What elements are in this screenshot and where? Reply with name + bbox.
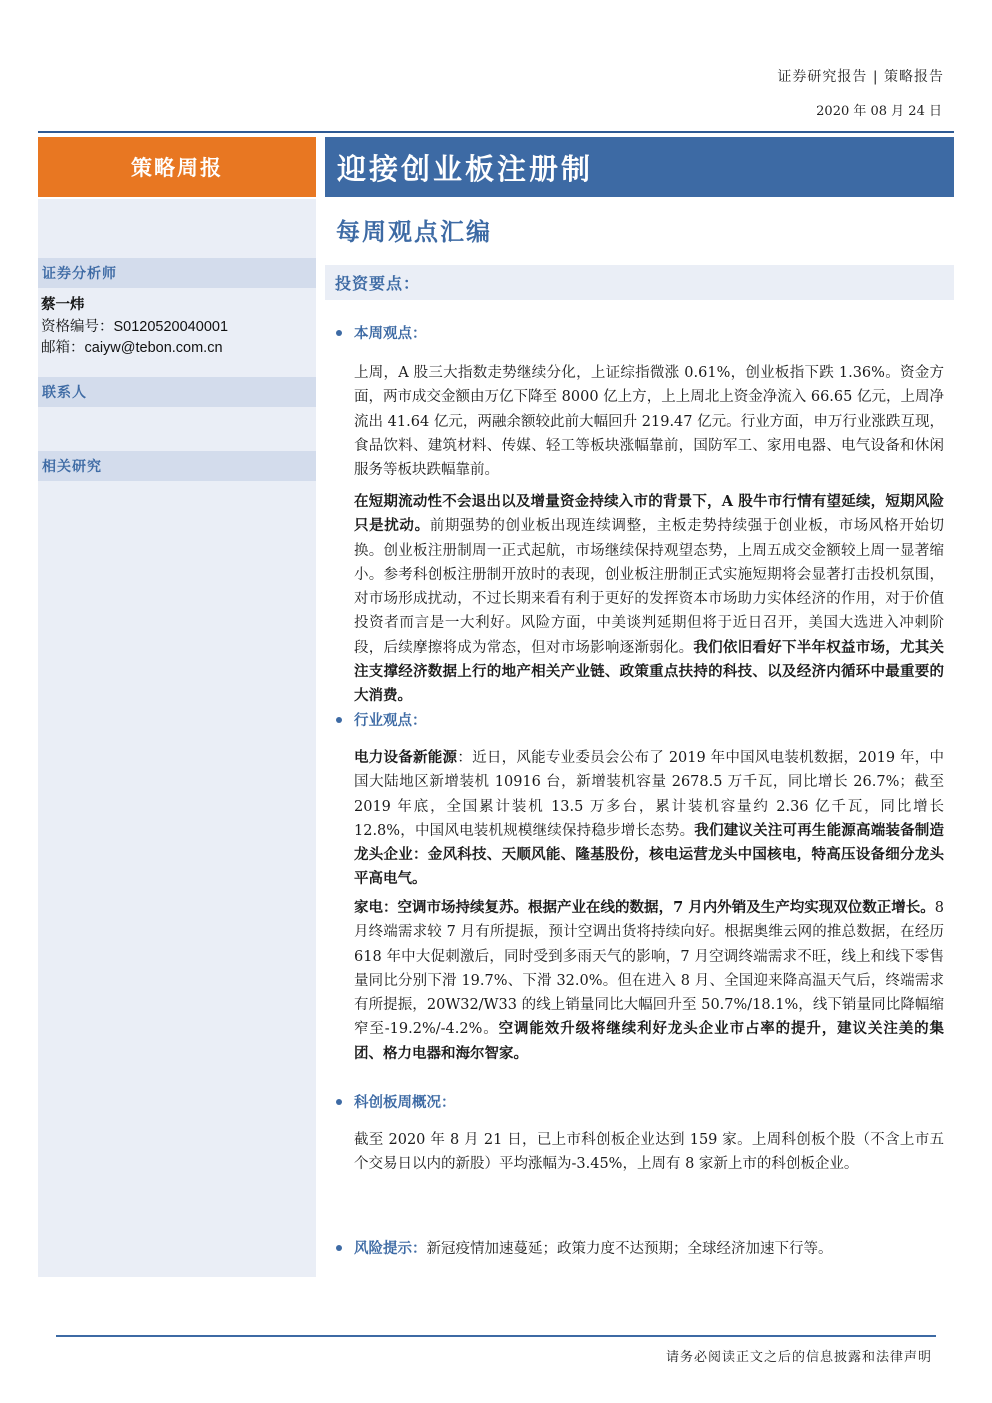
weekly-view-paragraph-2	[354, 490, 944, 709]
contact-heading: 联系人	[38, 377, 316, 407]
weekly-view-label: 本周观点：	[354, 325, 427, 342]
weekly-view-body: 前期强势的创业板出现连续调整，主板走势持续强于创业板，市场风格开始切换。创业板注册制周一正式起航，市场继续保持观望态势，上周五成交金额较上周一显著缩小。参考科创板注册制开放时的表现，创业板注册制正式实施短期将会显著打击投机氛围，对市场形成扰动，不过长期来看有利于更好的发挥资本市场助力实体经济的作用，对于价值投资者而言是一大利好。风险方面，中美谈判延期但将于近日召开，美国大选进入冲刺阶段，后续摩擦将成为常态，但对市场影响逐渐弱化。	[354, 518, 945, 656]
industry-power-recommendation: 我们建议关注可再生能源高端装备制造龙头企业：金风科技、天顺风能、隆基股份，核电运营龙头中国核电，特高压设备细分龙头平高电气。	[354, 821, 945, 888]
star-market-text: 截至 2020 年 8 月 21 日，已上市科创板企业达到 159 家。上周科创板个股（不含上市五个交易日以内的新股）平均涨幅为-3.45%，上周有 8 家新上市的科创板企业。	[354, 1132, 944, 1173]
analyst-email: 邮箱：caiyw@tebon.com.cn	[41, 340, 223, 356]
weekly-view-paragraph-1	[354, 361, 944, 482]
star-market-bullet	[336, 1091, 456, 1112]
industry-appliance-paragraph	[354, 896, 944, 1066]
top-divider	[38, 131, 954, 133]
risk-text: 新冠疫情加速蔓延；政策力度不达预期；全球经济加速下行等。	[426, 1241, 833, 1257]
analyst-name: 蔡一炜	[41, 296, 85, 313]
industry-power-paragraph	[354, 746, 944, 892]
analyst-license: 资格编号：S0120520040001	[41, 319, 229, 335]
industry-power-lead: 电力设备新能源	[354, 749, 458, 766]
weekly-view-conclusion: 我们依旧看好下半年权益市场，尤其关注支撑经济数据上行的地产相关产业链、政策重点扶持的科技、以及经济内循环中最重要的大消费。	[354, 638, 945, 705]
bottom-divider	[56, 1335, 936, 1337]
report-type-tag: 策略周报	[38, 137, 316, 197]
header-category: 证券研究报告 | 策略报告	[777, 69, 944, 85]
report-title: 迎接创业板注册制	[325, 137, 954, 197]
analyst-heading: 证券分析师	[38, 258, 316, 288]
related-research-heading: 相关研究	[38, 451, 316, 481]
weekly-view-text: 上周，A 股三大指数走势继续分化，上证综指微涨 0.61%，创业板指下跌 1.36%。资金方面，两市成交金额由万亿下降至 8000 亿上方，上上周北上资金净流入 66.65 亿元，上周净流出 41.64 亿元，两融余额较此前大幅回升 219.47 亿元。行业方面，申万行业涨跌互现，食品饮料、建筑材料、传媒、轻工等板块涨幅靠前，国防军工、家用电器、电气设备和休闲服务等板块跌幅靠前。	[354, 365, 944, 479]
key-points-heading: 投资要点：	[325, 265, 954, 300]
industry-appliance-recommendation: 空调能效升级将继续利好龙头企业市占率的提升，建议关注美的集团、格力电器和海尔智家。	[354, 1020, 944, 1062]
report-date: 2020 年 08 月 24 日	[816, 104, 942, 119]
risk-label: 风险提示：	[354, 1240, 427, 1257]
star-market-paragraph	[354, 1128, 944, 1177]
weekly-view-bullet	[336, 322, 427, 343]
industry-view-bullet	[336, 709, 427, 730]
bullet-dot-icon	[336, 717, 342, 723]
weekly-view-lead: 在短期流动性不会退出以及增量资金持续入市的背景下，A 股牛市行情有望延续，短期风险只是扰动。	[354, 493, 944, 535]
bullet-dot-icon	[336, 1245, 342, 1251]
report-subtitle: 每周观点汇编	[336, 217, 492, 246]
industry-power-body: ：近日，风能专业委员会公布了 2019 年中国风电装机数据，2019 年，中国大陆地区新增装机 10916 台，新增装机容量 2678.5 万千瓦，同比增长 26.7%；截至 2019 年底，全国累计装机 13.5 万多台，累计装机容量约 2.36 亿千瓦，同比增长 12.8%，中国风电装机规模继续保持稳步增长态势。	[354, 750, 944, 839]
industry-view-label: 行业观点：	[354, 712, 427, 729]
risk-bullet	[336, 1237, 833, 1258]
industry-appliance-lead: 家电：空调市场持续复苏。根据产业在线的数据，7 月内外销及生产均实现双位数正增长。	[354, 899, 935, 916]
sidebar	[38, 199, 316, 1277]
industry-appliance-body: 8 月终端需求较 7 月有所提振，预计空调出货将持续向好。根据奥维云网的推总数据，在经历 618 年中大促刺激后，同时受到多雨天气的影响，7 月空调终端需求不旺，线上和线下零售量同比分别下滑 19.7%、下滑 32.0%。但在进入 8 月、全国迎来降高温天气后，终端需求有所提振，20W32/W33 的线上销量同比大幅回升至 50.7%/18.1%，线下销量同比降幅缩窄至-19.2%/-4.2%。	[354, 900, 944, 1038]
bullet-dot-icon	[336, 330, 342, 336]
bullet-dot-icon	[336, 1099, 342, 1105]
footer-disclaimer: 请务必阅读正文之后的信息披露和法律声明	[665, 1350, 932, 1365]
star-market-label: 科创板周概况：	[354, 1094, 456, 1111]
